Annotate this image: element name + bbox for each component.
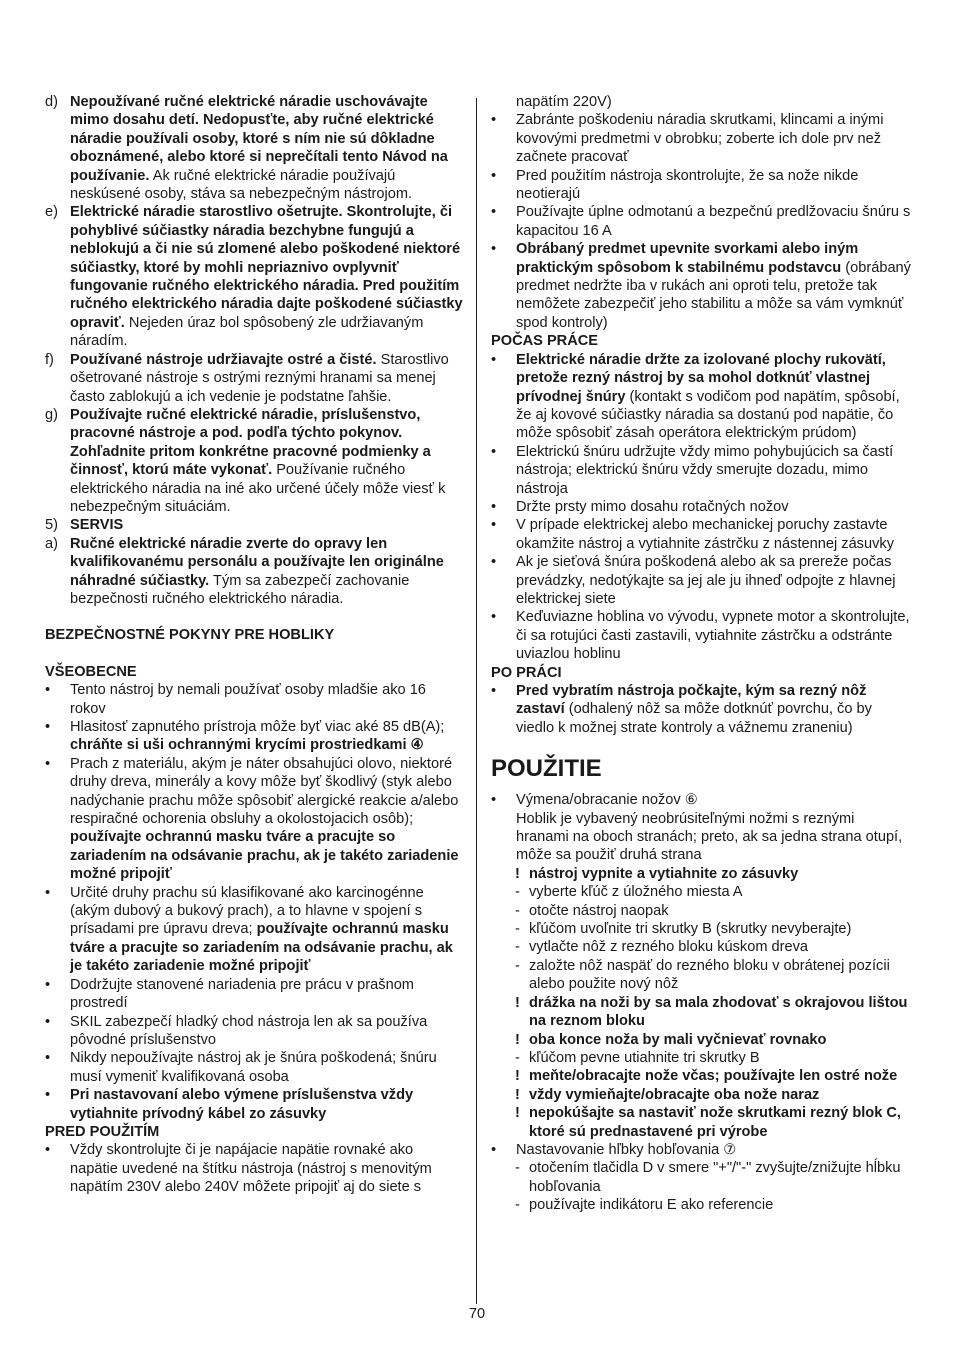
- step-item: [491, 938, 911, 956]
- warning-item: [491, 1104, 911, 1141]
- item-marker: •: [491, 167, 497, 184]
- list-item: [45, 93, 465, 203]
- exclamation-marker: !: [515, 865, 520, 882]
- item-text: otočte nástroj naopak: [529, 902, 669, 919]
- item-marker: •: [45, 884, 51, 901]
- section-heading: BEZPEČNOSTNÉ POKYNY PRE HOBLIKY: [45, 627, 335, 644]
- item-marker: f): [45, 351, 54, 368]
- item-marker: •: [491, 554, 497, 571]
- list-item: [45, 1086, 465, 1123]
- item-text: nástroj vypnite a vytiahnite zo zásuvky: [529, 865, 799, 882]
- item-text: Ak je sieťová šnúra poškodená alebo ak sa prereže počas prevádzky, nedotýkajte sa jej ale ju ihneď odpojte z hlavnej elektrickej siete: [516, 554, 896, 607]
- list-item: [45, 976, 465, 1013]
- item-text: vytlačte nôž z rezného bloku kúskom dreva: [529, 939, 809, 956]
- list-item: [491, 1141, 911, 1159]
- list-item: [491, 240, 911, 332]
- list-item: [491, 682, 911, 737]
- item-text: drážka na noži by sa mala zhodovať s okrajovou lištou na reznom bloku: [529, 994, 908, 1030]
- step-item: [491, 1049, 911, 1067]
- step-item: [491, 902, 911, 920]
- dash-marker: -: [515, 1197, 520, 1214]
- item-text: vždy vymieňajte/obracajte oba nože naraz: [529, 1086, 820, 1103]
- item-bold-text: Obrábaný predmet upevnite svorkami alebo iným praktickým spôsobom k stabilnému podstavcu: [516, 241, 859, 276]
- warning-item: [491, 1031, 911, 1049]
- item-bold-text: chráňte si uši ochrannými krycími prostriedkami ④: [70, 737, 424, 754]
- item-marker: a): [45, 535, 58, 552]
- list-item: [491, 111, 911, 166]
- item-text: používajte indikátoru E ako referencie: [529, 1197, 774, 1214]
- item-text: SKIL zabezpečí hladký chod nástroja len ak sa používa pôvodné príslušenstvo: [70, 1013, 428, 1048]
- item-text: Pred použitím nástroja skontrolujte, že sa nože nikde neotierajú: [516, 167, 859, 203]
- item-text: Používanie ručného elektrického náradia na iné ako určené účely môže viesť k nebezpečným situáciám.: [70, 462, 446, 515]
- list-item: [491, 203, 911, 240]
- item-text: Zabránte poškodeniu náradia skrutkami, klincami a inými kovovými predmetmi v obrobku; zoberte ich dole prv než začnete pracovať: [516, 112, 884, 166]
- list-item: [45, 406, 465, 516]
- section-heading: PO PRÁCI: [491, 664, 562, 681]
- item-marker: •: [491, 609, 497, 626]
- list-item: [45, 516, 465, 534]
- item-bold-text: Pred vybratím nástroja počkajte, kým sa rezný nôž zastaví: [516, 683, 867, 718]
- exclamation-marker: !: [515, 1031, 520, 1048]
- list-item: [45, 535, 465, 609]
- item-marker: g): [45, 406, 58, 423]
- item-text: Nejeden úraz bol spôsobený zle udržiavaným náradím.: [70, 314, 424, 350]
- item-text: Prach z materiálu, akým je náter obsahujúci olovo, niektoré druhy dreva, minerály a kovy môže byť škodlivý (styk alebo nadýchanie prachu môže spôsobiť alergické reakcie a/alebo respiračné ochorenia obsluhy a okolostojacich osôb);: [70, 755, 459, 828]
- dash-marker: -: [515, 957, 520, 974]
- item-text: Používajte úplne odmotanú a bezpečnú predlžovaciu šnúru s kapacitou 16 A: [516, 204, 911, 239]
- list-item: [491, 351, 911, 443]
- item-marker: •: [491, 351, 497, 368]
- item-text: otočením tlačidla D v smere "+"/"-" zvyšujte/znižujte hĺbku hobľovania: [529, 1160, 901, 1195]
- item-text: (kontakt s vodičom pod napätím, spôsobí, že aj kovové súčiastky náradia sa dostanú pod napätie, čo môže spôsobiť zásah operátora elektrickým prúdom): [516, 388, 900, 442]
- item-text: (odhalený nôž sa môže dotknúť povrchu, čo by viedlo k možnej strate kontroly a vážnemu zraneniu): [516, 701, 872, 736]
- warning-item: [491, 1086, 911, 1104]
- item-marker: •: [491, 498, 497, 515]
- item-bold-text: Používajte ručné elektrické náradie, príslušenstvo, pracovné nástroje a pod. podľa týchto pokynov. Zohľadnite pritom konkrétne pracovné podmienky a činnosť, ktorú máte vykonať.: [70, 406, 431, 479]
- warning-item: [491, 1067, 911, 1085]
- section-heading: VŠEOBECNE: [45, 663, 137, 680]
- exclamation-marker: !: [515, 1068, 520, 1085]
- item-text: Nikdy nepoužívajte nástroj ak je šnúra poškodená; šnúru musí vymeniť kvalifikovaná osoba: [70, 1050, 437, 1085]
- list-item: [491, 443, 911, 498]
- step-item: [491, 1196, 911, 1214]
- item-bold-text: Nepoužívané ručné elektrické náradie uschovávajte mimo dosahu detí. Nedopusťte, aby ručné elektrické náradie používali osoby, ktoré s ním nie sú dôkladne oboznámené, alebo ktoré si neprečítali tento Návod na používanie.: [70, 94, 448, 184]
- list-item: [45, 755, 465, 884]
- item-bold-text: Používané nástroje udržiavajte ostré a čisté.: [70, 351, 377, 368]
- item-bold-text: Elektrické náradie starostlivo ošetrujte. Skontrolujte, či pohyblivé súčiastky náradia bezchybne fungujú a neblokujú a či nie sú zlomené alebo poškodené niektoré súčiastky, ktoré by mohli nepriaznivo ovplyvniť fungovanie ručného elektrického náradia. Pred použitím ručného elektrického náradia dajte poškodené súčiastky opraviť.: [70, 204, 463, 331]
- warning-item: [491, 865, 911, 883]
- dash-marker: -: [515, 921, 520, 938]
- exclamation-marker: !: [515, 1105, 520, 1122]
- warning-item: [491, 994, 911, 1031]
- item-marker: •: [45, 1050, 51, 1067]
- section-heading: PRED POUŽITÍM: [45, 1123, 160, 1140]
- item-text: Držte prsty mimo dosahu rotačných nožov: [516, 498, 789, 515]
- item-text: Tým sa zabezpečí zachovanie bezpečnosti ručného elektrického náradia.: [70, 572, 410, 607]
- item-bold-text: Elektrické náradie držte za izolované plochy rukovätí, pretože rezný nástroj by sa mohol dotknúť vlastnej prívodnej šnúry: [516, 351, 886, 405]
- item-marker: •: [45, 755, 51, 772]
- item-text: oba konce noža by mali vyčnievať rovnako: [529, 1031, 827, 1048]
- continued-text: napätím 220V): [516, 94, 612, 110]
- spacer: [45, 608, 465, 626]
- item-text: Elektrickú šnúru udržujte vždy mimo pohybujúcich sa častí nástroja; elektrickú šnúru vždy smerujte dozadu, mimo nástroja: [516, 443, 894, 497]
- step-item: [491, 883, 911, 901]
- item-text: Určité druhy prachu sú klasifikované ako karcinogénne (akým dubový a bukový prach), a to hlavne v spojení s prísadami pre úpravu dreva;: [70, 884, 424, 938]
- item-marker: •: [491, 792, 497, 809]
- dash-marker: -: [515, 1160, 520, 1177]
- item-marker: d): [45, 94, 58, 110]
- item-marker: •: [491, 443, 497, 460]
- list-item: [45, 1013, 465, 1050]
- right-column: [491, 93, 911, 1215]
- item-bold-text: SERVIS: [70, 517, 124, 534]
- dash-marker: -: [515, 1049, 520, 1066]
- item-bold-text: používajte ochrannú masku tváre a pracujte so zariadením na odsávanie prachu, ak je takéto zariadenie možné pripojiť: [70, 921, 453, 975]
- item-marker: •: [491, 683, 497, 699]
- list-item: [45, 203, 465, 350]
- page-number: 70: [468, 1306, 486, 1322]
- item-text: kľúčom uvoľnite tri skrutky B (skrutky nevyberajte): [529, 921, 852, 938]
- item-bold-text: používajte ochrannú masku tváre a pracujte so zariadením na odsávanie prachu, ak je takéto zariadenie možné pripojiť: [70, 829, 459, 883]
- item-marker: •: [491, 241, 497, 258]
- dash-marker: -: [515, 939, 520, 956]
- list-item: [491, 553, 911, 608]
- list-item: [45, 351, 465, 406]
- item-text: Starostlivo ošetrované nástroje s ostrými reznými hranami sa menej často zablokujú a ich vedenie je podstatne ľahšie.: [70, 351, 449, 405]
- exclamation-marker: !: [515, 994, 520, 1011]
- list-item: [491, 516, 911, 553]
- exclamation-marker: !: [515, 1086, 520, 1103]
- continued-text: Hoblik je vybavený neobrúsiteľnými nožmi s reznými hranami na oboch stranách; preto, ak sa jedna strana otupí, môže sa použiť druhá strana: [516, 810, 903, 864]
- item-marker: •: [45, 682, 51, 699]
- dash-marker: -: [515, 902, 520, 919]
- item-text: Dodržujte stanovené nariadenia pre prácu v prašnom prostredí: [70, 976, 414, 1012]
- step-item: [491, 957, 911, 994]
- column-divider: [476, 98, 477, 1304]
- item-marker: •: [491, 517, 497, 534]
- item-marker: e): [45, 204, 58, 221]
- step-item: [491, 920, 911, 938]
- item-marker: •: [491, 204, 497, 221]
- item-marker: •: [45, 1087, 51, 1104]
- item-bold-text: Ručné elektrické náradie zverte do opravy len kvalifikovanému personálu a používajte len originálne náhradné súčiastky.: [70, 535, 444, 589]
- left-column: [45, 93, 465, 1197]
- item-marker: •: [491, 1141, 497, 1158]
- step-item: [491, 1159, 911, 1196]
- list-item: [491, 791, 911, 809]
- item-text: Ak ručné elektrické náradie používajú neskúsené osoby, stáva sa nebezpečným nástrojom.: [70, 167, 413, 203]
- list-item: [491, 608, 911, 663]
- item-marker: •: [45, 976, 51, 993]
- item-marker: •: [45, 1142, 51, 1159]
- item-text: kľúčom pevne utiahnite tri skrutky B: [529, 1049, 760, 1066]
- list-item: [491, 167, 911, 204]
- item-text: V prípade elektrickej alebo mechanickej poruchy zastavte okamžite nástroj a vytiahnite zástrčku z nástennej zásuvky: [516, 517, 894, 552]
- dash-marker: -: [515, 884, 520, 901]
- list-item: [45, 718, 465, 755]
- item-marker: •: [45, 1013, 51, 1030]
- item-marker: •: [45, 719, 51, 735]
- item-text: Hlasitosť zapnutého prístroja môže byť viac aké 85 dB(A);: [70, 719, 445, 735]
- item-text: Výmena/obracanie nožov ⑥: [516, 792, 698, 809]
- item-text: Vždy skontrolujte či je napájacie napätie rovnaké ako napätie uvedené na štítku nástroja (nástroj s menovitým napätím 230V alebo 240V môžete pripojiť aj do siete s: [70, 1142, 432, 1196]
- list-item: [491, 498, 911, 516]
- list-item: [45, 681, 465, 718]
- item-text: Keďuviazne hoblina vo vývodu, vypnete motor a skontrolujte, či sa rotujúci časti zastavili, vytiahnite zástrčku a odstránte uviazlou hoblinu: [516, 609, 910, 663]
- item-text: vyberte kľúč z úložného miesta A: [529, 884, 743, 901]
- item-marker: •: [491, 112, 497, 129]
- item-text: založte nôž naspäť do rezného bloku v obrátenej pozícii alebo použite nový nôž: [529, 957, 890, 993]
- item-text: Nastavovanie hľbky hobľovania ⑦: [516, 1141, 737, 1158]
- item-text: Tento nástroj by nemali používať osoby mladšie ako 16 rokov: [70, 682, 426, 717]
- item-text: (obrábaný predmet nedržte iba v rukách ani oproti telu, pretože tak nemôžete zabezpečiť jeho stabilitu a môže sa vám vymknúť spod kontroly): [516, 259, 911, 331]
- spacer: [45, 645, 465, 663]
- item-bold-text: Pri nastavovaní alebo výmene príslušenstva vždy vytiahnite prívodný kábel zo zásuvky: [70, 1087, 414, 1122]
- item-marker: 5): [45, 517, 58, 534]
- item-text: meňte/obracajte nože včas; používajte len ostré nože: [529, 1068, 898, 1085]
- list-item: [45, 884, 465, 976]
- list-item: [45, 1049, 465, 1086]
- chapter-title: POUŽITIE: [491, 755, 602, 783]
- section-heading: POČAS PRÁCE: [491, 333, 599, 350]
- list-item: [45, 1141, 465, 1196]
- item-text: nepokúšajte sa nastaviť nože skrutkami rezný blok C, ktoré sú prednastavené pri výrobe: [529, 1105, 901, 1140]
